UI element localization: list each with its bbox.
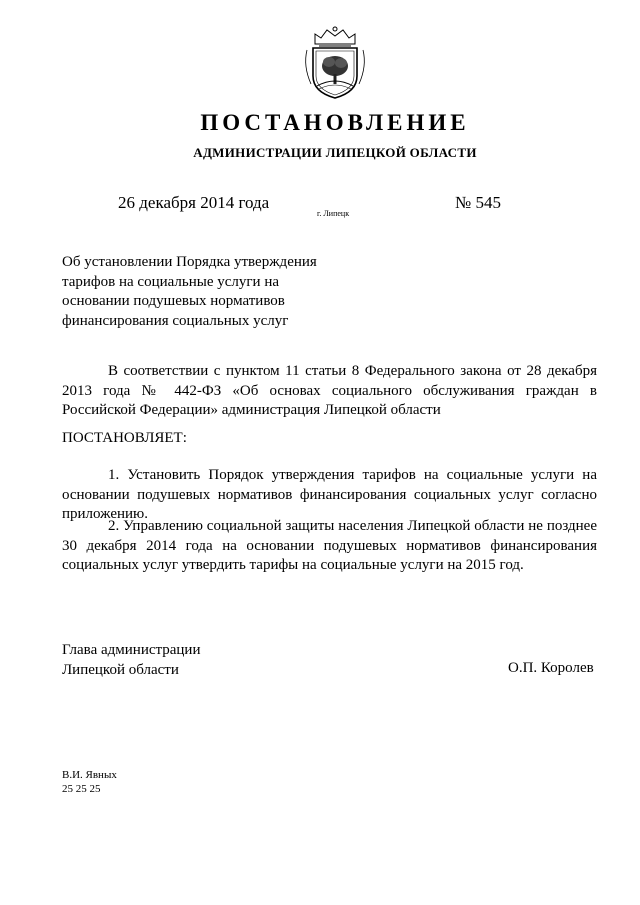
signatory-position-line: Липецкой области [62,661,179,678]
document-place: г. Липецк [317,209,350,218]
subject-line: финансирования социальных услуг [62,312,289,329]
preamble-paragraph: В соответствии с пунктом 11 статьи 8 Федерального закона от 28 декабря 2013 года № 442-ФЗ «Об основах социального обслуживания граждан в Российской Федерации» администрация Липецкой области [62,363,597,418]
signatory-position-line: Глава администрации [62,642,201,658]
subject-line: основании подушевых нормативов [62,293,285,309]
executor-block [62,768,117,796]
signatory-name: О.П. Королев [508,660,594,676]
subject-line: Об установлении Порядка утверждения [62,254,317,270]
document-date: 26 декабря 2014 года [118,193,270,212]
document-title: ПОСТАНОВЛЕНИЕ [200,110,470,135]
decree-heading: ПОСТАНОВЛЯЕТ: [62,430,187,446]
decree-item-2: 2. Управлению социальной защиты населения Липецкой области не позднее 30 декабря 2014 года на основании подушевых нормативов финансирования социальных услуг утвердить тарифы на социальные услуги на 2015 год. [62,518,597,573]
executor-phone: 25 25 25 [62,783,101,795]
issuing-authority: АДМИНИСТРАЦИИ ЛИПЕЦКОЙ ОБЛАСТИ [193,145,477,160]
executor-name: В.И. Явных [62,769,117,781]
decree-item-1: 1. Установить Порядок утверждения тарифов на социальные услуги на основании подушевых нормативов финансирования социальных услуг согласно приложению. [62,467,597,522]
lipetsk-coat-of-arms-icon [301,26,369,100]
document-number: № 545 [455,193,501,212]
subject-line: тарифов на социальные услуги на [62,273,280,290]
signatory-position [62,641,200,680]
document-subject [62,253,332,331]
